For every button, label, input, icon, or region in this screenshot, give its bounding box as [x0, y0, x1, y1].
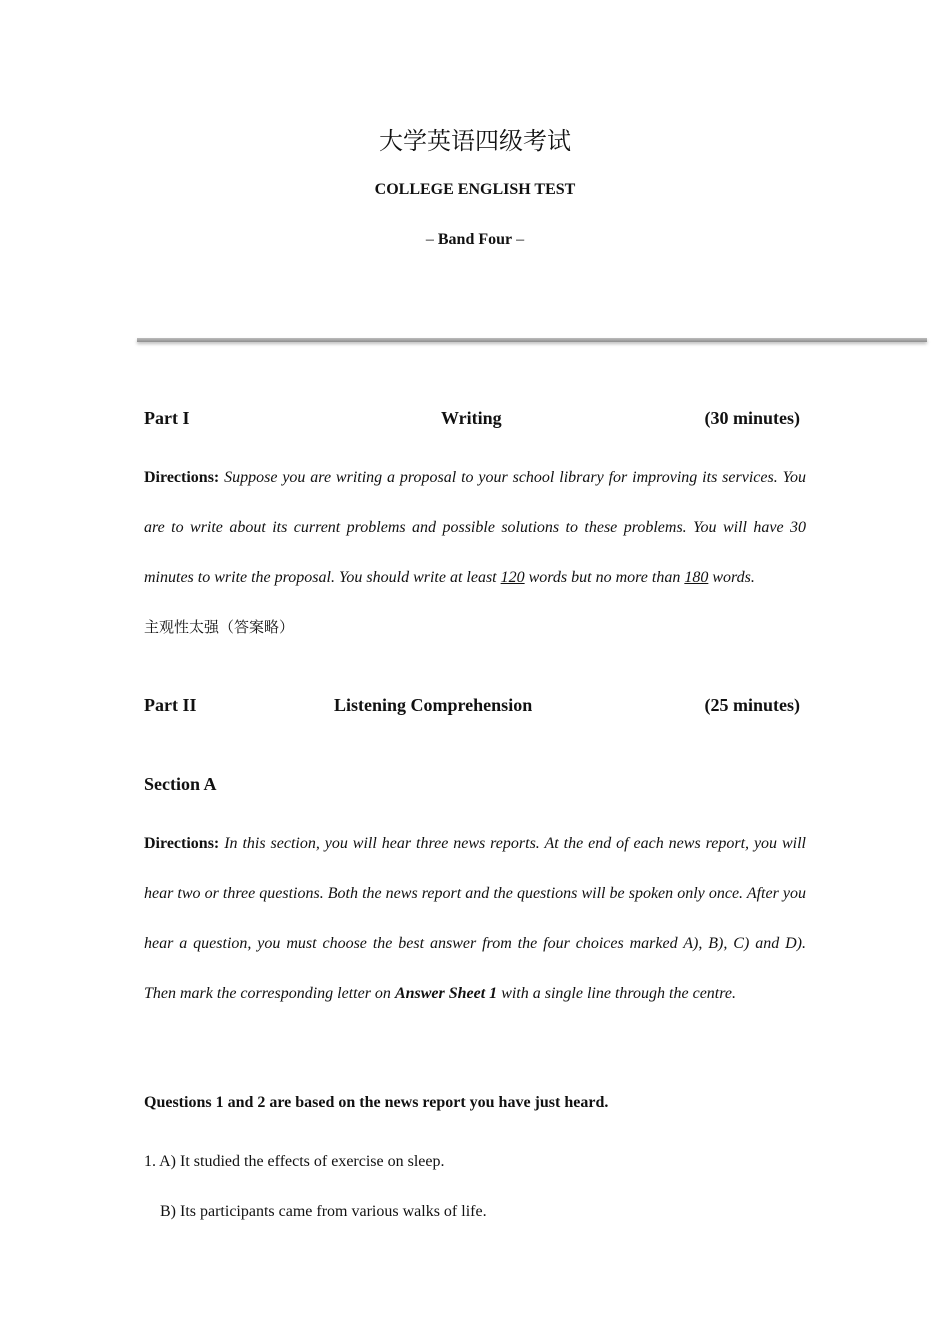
part2-heading: [144, 693, 800, 717]
band-subtitle: [0, 230, 950, 250]
directions-label: Directions:: [144, 469, 220, 486]
band-suffix: –: [512, 231, 525, 248]
header-divider: [137, 338, 927, 342]
part2-directions: Directions: In this section, you will hear three news reports. At the end of each news report, you will hear two or three questions. Both the news report and the questions will be spoken only once. After you hear a question, you must choose the best answer from the four choices marked A), B), C) and D). Then mark the corresponding letter on Answer Sheet 1 with a single line through the centre.: [144, 835, 806, 1002]
question-1-option-b: B) Its participants came from various walks of life.: [160, 1203, 487, 1220]
questions-heading: Questions 1 and 2 are based on the news report you have just heard.: [144, 1094, 609, 1111]
band-prefix: –: [425, 231, 438, 248]
part1-time: (30 minutes): [704, 408, 800, 428]
part2-name: Listening Comprehension: [334, 695, 533, 715]
max-words: 180: [684, 569, 709, 586]
answer-omitted-note: 主观性太强（答案略）: [144, 618, 295, 636]
min-words: 120: [500, 569, 525, 586]
part1-label: Part I: [144, 408, 190, 428]
exam-title-chinese: 大学英语四级考试: [379, 127, 571, 155]
part1-directions: Directions: Suppose you are writing a proposal to your school library for improving its services. You are to write about its current problems and possible solutions to these problems. You will have 30 minutes to write the proposal. You should write at least 120 words but no more than 180 words.: [144, 469, 806, 586]
exam-title-english: COLLEGE ENGLISH TEST: [374, 181, 576, 198]
directions-label: Directions:: [144, 835, 220, 852]
section-a-heading: Section A: [144, 774, 217, 794]
band-label: Band Four: [437, 231, 513, 248]
question-number: 1.: [144, 1153, 156, 1170]
part2-time: (25 minutes): [704, 695, 800, 715]
part2-label: Part II: [144, 695, 197, 715]
part1-name: Writing: [441, 408, 502, 428]
answer-sheet-label: Answer Sheet 1: [394, 985, 498, 1002]
part1-heading: [144, 406, 800, 430]
question-1-option-a: 1. A) It studied the effects of exercise on sleep.: [144, 1153, 445, 1170]
